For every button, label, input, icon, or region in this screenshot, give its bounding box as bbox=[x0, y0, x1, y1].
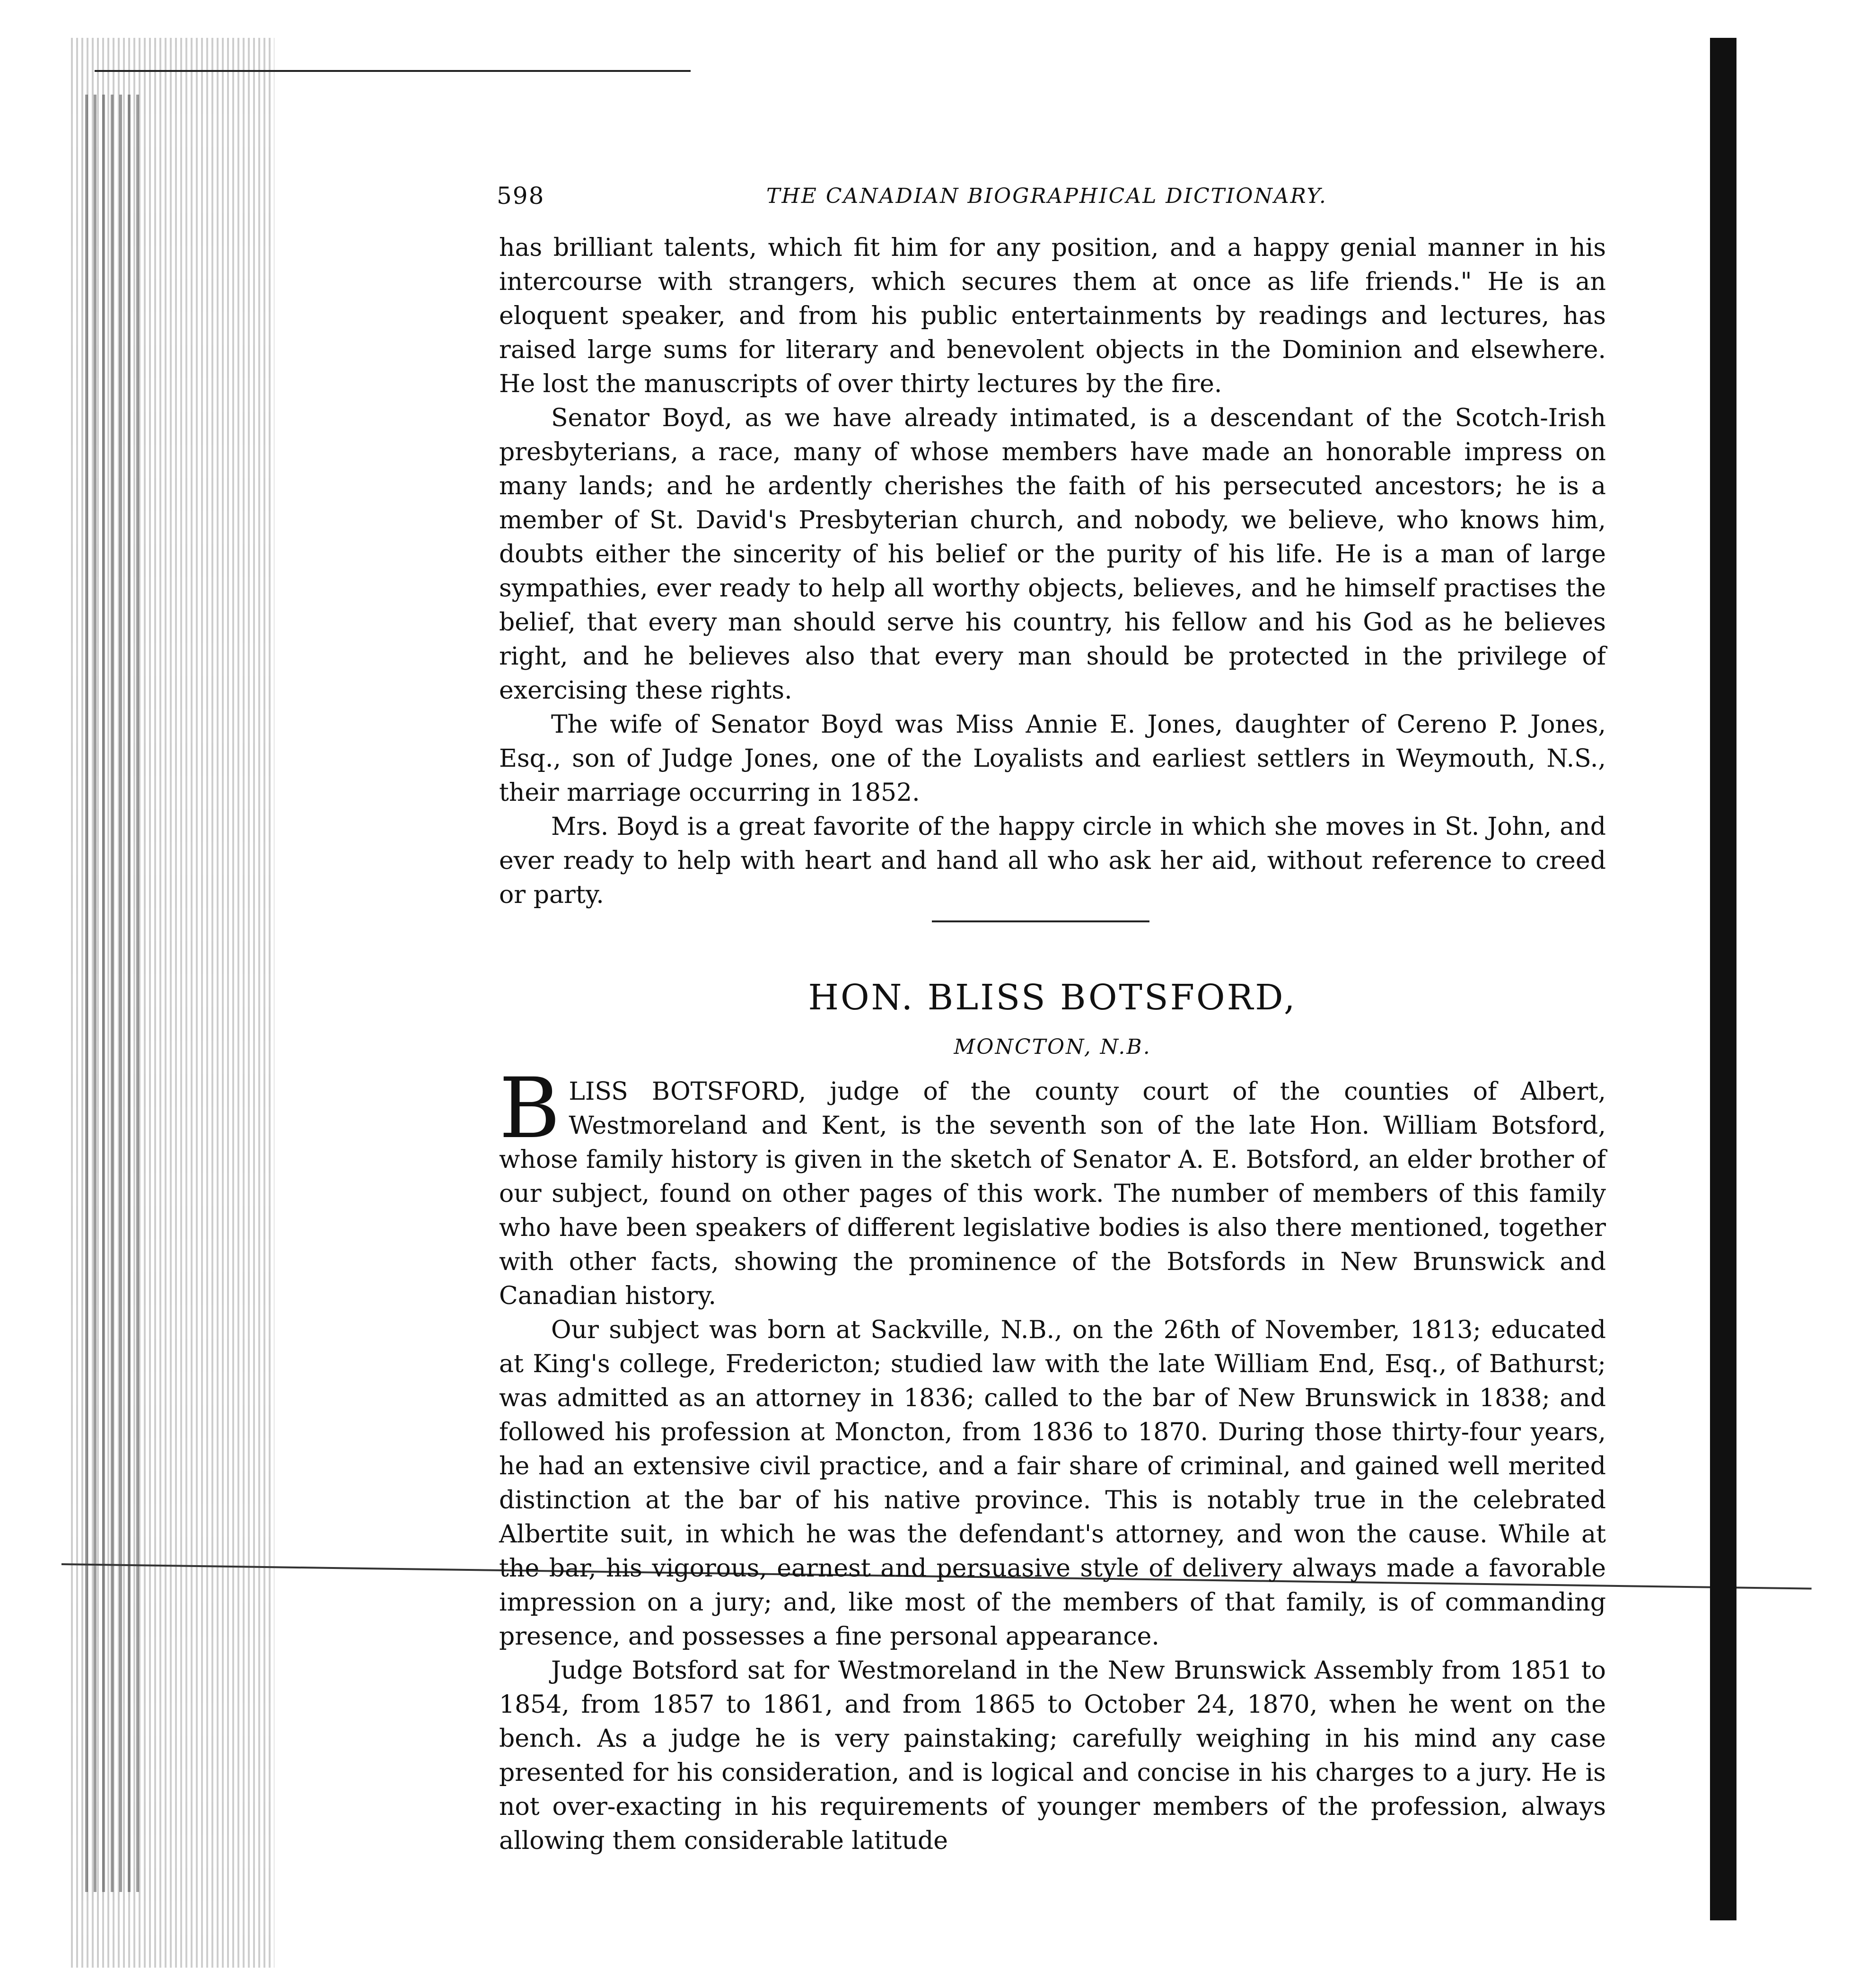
article-body bbox=[499, 1060, 1606, 1858]
page-header bbox=[497, 182, 1622, 210]
article-title: HON. BLISS BOTSFORD, bbox=[808, 977, 1297, 1018]
continued-biography-text bbox=[499, 231, 1606, 912]
paragraph: Senator Boyd, as we have already intimated, is a descendant of the Scotch-Irish presbyterians, a race, many of whose members have made an honorable impress on many lands; and he ardently cherishes the faith of his persecuted ancestors; he is a member of St. David's Presbyterian church, and nobody, we believe, who knows him, doubts either the sincerity of his belief or the purity of his life. He is a man of large sympathies, ever ready to help all worthy objects, believes, and he himself practises the belief, that every man should serve his country, his fellow and his God as he believes right, and he believes also that every man should be protected in the privilege of exercising these rights. bbox=[499, 404, 1606, 705]
article-subtitle: MONCTON, N.B. bbox=[954, 1035, 1151, 1059]
paragraph bbox=[499, 1060, 1606, 1313]
paragraph: Our subject was born at Sackville, N.B., on the 26th of November, 1813; educated at King's college, Fredericton; studied law with the late William End, Esq., of Bathurst; was admitted as an attorney in 1836; called to the bar of New Brunswick in 1838; and followed his profession at Moncton, from 1836 to 1870. During those thirty-four years, he had an extensive civil practice, and a fair share of criminal, and gained well merited distinction at the bar of his native province. This is notably true in the celebrated Albertite suit, in which he was the defendant's attorney, and won the cause. While at the bar, his vigorous, earnest and persuasive style of delivery always made a favorable impression on a jury; and, like most of the members of that family, is of commanding presence, and possesses a fine personal appearance. bbox=[499, 1316, 1606, 1651]
running-head: THE CANADIAN BIOGRAPHICAL DICTIONARY. bbox=[766, 184, 1327, 208]
paragraph: Mrs. Boyd is a great favorite of the happy circle in which she moves in St. John, and ever ready to help with heart and hand all who ask her aid, without reference to creed or party. bbox=[499, 813, 1606, 909]
paragraph: The wife of Senator Boyd was Miss Annie E. Jones, daughter of Cereno P. Jones, Esq., son of Judge Jones, one of the Loyalists and earliest settlers in Weymouth, N.S., their marriage occurring in 1852. bbox=[499, 710, 1606, 807]
drop-cap: B bbox=[499, 1060, 561, 1157]
paragraph-text: LISS BOTSFORD, judge of the county court of the counties of Albert, Westmoreland and Kent, is the seventh son of the late Hon. William Botsford, whose family history is given in the sketch of Senator A. E. Botsford, an elder brother of our subject, found on other pages of this work. The number of members of this family who have been speakers of different legislative bodies is also there mentioned, together with other facts, showing the prominence of the Botsfords in New Brunswick and Canadian history. bbox=[499, 1077, 1606, 1310]
scan-binding-streaks bbox=[85, 95, 142, 1892]
paragraph: has brilliant talents, which fit him for any position, and a happy genial manner in his intercourse with strangers, which secures them at once as life friends." He is an eloquent speaker, and from his public entertainments by readings and lectures, has raised large sums for literary and benevolent objects in the Dominion and elsewhere. He lost the manuscripts of over thirty lectures by the fire. bbox=[499, 234, 1606, 398]
paragraph: Judge Botsford sat for Westmoreland in the New Brunswick Assembly from 1851 to 1854, from 1857 to 1861, and from 1865 to October 24, 1870, when he went on the bench. As a judge he is very painstaking; carefully weighing in his mind any case presented for his consideration, and is logical and concise in his charges to a jury. He is not over-exacting in his requirements of younger members of the profession, always allowing them considerable latitude bbox=[499, 1656, 1606, 1855]
scan-right-edge-bar bbox=[1710, 38, 1736, 1920]
scan-top-rule bbox=[95, 70, 691, 72]
page-number: 598 bbox=[497, 182, 545, 210]
section-divider bbox=[932, 920, 1149, 922]
